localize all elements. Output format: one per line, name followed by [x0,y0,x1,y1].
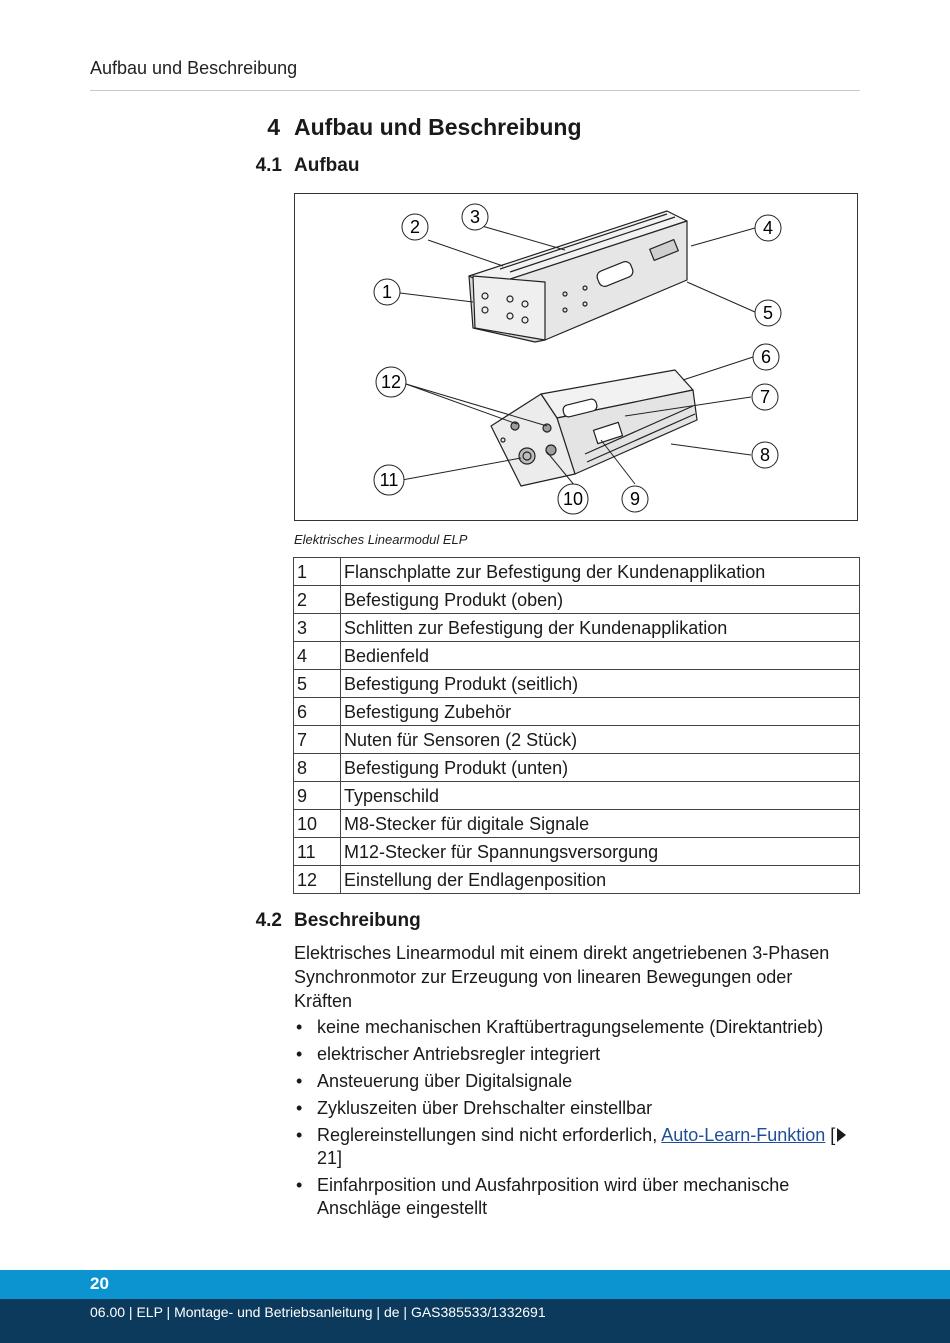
legend-description: Nuten für Sensoren (2 Stück) [341,726,860,754]
svg-text:6: 6 [760,347,772,367]
svg-text:1: 1 [381,282,393,302]
legend-number: 5 [294,670,341,698]
lower-module-drawing [491,370,697,486]
legend-number: 11 [294,838,341,866]
svg-text:7: 7 [759,387,771,407]
document-info: 06.00 | ELP | Montage- und Betriebsanleitung | de | GAS385533/1332691 [90,1304,546,1320]
auto-learn-link[interactable]: Auto-Learn-Funktion [661,1125,826,1145]
svg-text:3: 3 [469,207,481,227]
section-heading-beschreibung [250,910,421,932]
callout-5 [755,300,781,326]
footer-band [0,1270,950,1299]
section-number: 4.2 [255,910,282,931]
legend-number: 12 [294,866,341,894]
svg-text:2: 2 [409,217,421,237]
svg-text:8: 8 [759,445,771,465]
table-row [294,670,860,698]
legend-number: 7 [294,726,341,754]
legend-description: Einstellung der Endlagenposition [341,866,860,894]
page-reference-arrow-icon [837,1128,846,1142]
running-header: Aufbau und Beschreibung [90,58,298,78]
section-number: 4.1 [255,155,282,176]
footer-info-bar [0,1299,950,1343]
table-row [294,726,860,754]
legend-description: Befestigung Zubehör [341,698,860,726]
legend-number: 6 [294,698,341,726]
svg-text:4: 4 [762,218,774,238]
legend-description: Typenschild [341,782,860,810]
svg-text:12: 12 [380,372,402,392]
table-row [294,614,860,642]
bullet-icon: • [296,1098,303,1118]
callout-9 [622,486,648,512]
product-figure [294,193,858,521]
legend-description: M8-Stecker für digitale Signale [341,810,860,838]
section-heading-aufbau [250,155,359,177]
list-item: • keine mechanischen Kraftübertragungselemente (Direktantrieb) [296,1017,824,1037]
callout-10 [558,484,588,514]
chapter-heading [262,114,582,141]
list-item: • Zykluszeiten über Drehschalter einstellbar [296,1098,653,1118]
table-row [294,698,860,726]
section-title: Aufbau [294,155,360,176]
figure-caption: Elektrisches Linearmodul ELP [294,532,468,547]
callout-3 [462,204,488,230]
table-row [294,754,860,782]
legend-description: Bedienfeld [341,642,860,670]
table-row [294,810,860,838]
table-row [294,866,860,894]
bullet-icon: • [296,1175,303,1195]
legend-description: Schlitten zur Befestigung der Kundenapplikation [341,614,860,642]
legend-description: Befestigung Produkt (seitlich) [341,670,860,698]
callout-4 [755,215,781,241]
callout-8 [752,442,778,468]
table-row [294,782,860,810]
table-row [294,838,860,866]
callout-7 [752,384,778,410]
description-paragraph: Elektrisches Linearmodul mit einem direkt angetriebenen 3-Phasen Synchronmotor zur Erzeugung von linearen Bewegungen oder Kräften [294,943,830,1011]
legend-description: M12-Stecker für Spannungsversorgung [341,838,860,866]
page-number: 20 [90,1274,109,1293]
legend-number: 8 [294,754,341,782]
legend-description: Flanschplatte zur Befestigung der Kundenapplikation [341,558,860,586]
legend-description: Befestigung Produkt (unten) [341,754,860,782]
legend-number: 2 [294,586,341,614]
upper-module-drawing [469,211,687,342]
bullet-icon: • [296,1125,303,1145]
table-row [294,586,860,614]
legend-number: 3 [294,614,341,642]
chapter-number: 4 [267,114,280,140]
table-row [294,642,860,670]
linear-module-illustration [295,194,857,520]
legend-description: Befestigung Produkt (oben) [341,586,860,614]
list-item: • Einfahrposition und Ausfahrposition wird über mechanische Anschläge eingestellt [296,1175,790,1218]
legend-number: 9 [294,782,341,810]
svg-text:10: 10 [562,489,584,509]
bullet-icon: • [296,1044,303,1064]
svg-text:11: 11 [379,470,399,490]
chapter-title: Aufbau und Beschreibung [294,114,582,140]
header-divider [90,90,860,91]
list-item: • Reglereinstellungen sind nicht erforderlich, Auto-Learn-Funktion [21] [294,1124,864,1170]
bullet-icon: • [296,1071,303,1091]
svg-text:5: 5 [762,303,774,323]
callout-6 [753,344,779,370]
legend-number: 10 [294,810,341,838]
callout-11 [374,465,404,495]
legend-number: 4 [294,642,341,670]
table-row [294,558,860,586]
section-title: Beschreibung [294,910,421,931]
callout-1 [374,279,400,305]
callout-12 [376,367,406,397]
svg-text:9: 9 [629,489,641,509]
legend-table [293,557,860,894]
legend-number: 1 [294,558,341,586]
list-item: • elektrischer Antriebsregler integriert [296,1044,601,1064]
feature-list [294,1016,864,1224]
list-item: • Ansteuerung über Digitalsignale [296,1071,573,1091]
callout-2 [402,214,428,240]
page-reference[interactable]: 21 [317,1148,338,1168]
bullet-icon: • [296,1017,303,1037]
